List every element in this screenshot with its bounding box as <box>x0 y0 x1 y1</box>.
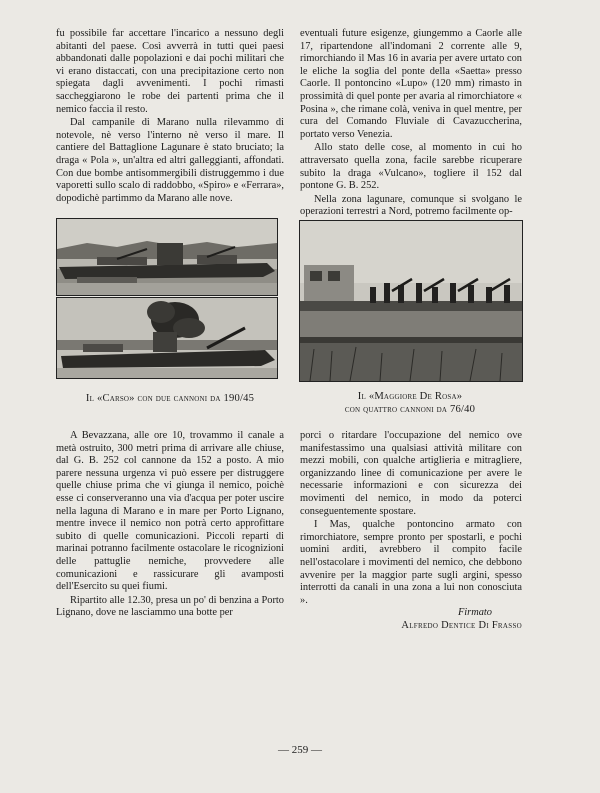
signature-label: Firmato <box>457 607 492 619</box>
page-number: — 259 — <box>278 744 322 756</box>
paragraph: A Bevazzana, alle ore 10, trovammo il canale a metà ostruito, 300 metri prima di arrivare alle chiuse, dal G. B. 252 col cannone da 152 a posto. A mio parere nessuna urgenza vi può essere per distruggere quelle chiuse prima che vi giunga il nemico, poichè esse ci conserveranno una via d'acqua per poter uscire nella laguna di Marano e in mare per Porto Lignano, mentre invece il nemico non potrà certo approfittare subito di quelle comunicazioni. Piccoli reparti di marinai potranno facilmente ostacolare le ricognizioni delle pattuglie nemiche, provvedere alle comunicazioni e rassicurare gli avamposti dell'Esercito su quei fiumi. <box>56 430 284 593</box>
paragraph: Ripartito alle 12.30, presa un po' di benzina a Porto Lignano, dove ne lasciammo una botte per <box>56 594 284 619</box>
paragraph: porci o ritardare l'occupazione del nemico ove manifestassimo una qualsiasi attività militare con mezzi mobili, con qualche artiglieria e mitragliere, organizzando linee di comunicazione per avere le necessarie informazioni e con sicurezza dei movimenti del nemico, in modo da poterci conseguentemente spostare. <box>300 430 522 517</box>
caption-line: Il «Maggiore De Rosa» <box>357 391 463 402</box>
paragraph: eventuali future esigenze, giungemmo a Caorle alle 17, ripartendone all'indomani 2 corrente alle 9, rimorchiando il Mas 16 in avaria per avere urtato con le eliche la soglia del ponte della «Saetta» presso Caorle. Il pontoncino «Lupo» (120 mm) rimasto in prossimità di quel ponte per avaria al rimorchiatore « Posina », che rimane colà, veniva in quel mentre, per cura del Comando Fluviale di Cavazuccherina, portato verso Venezia. <box>300 28 522 140</box>
paragraph: I Mas, qualche pontoncino armato con rimorchiatore, sempre pronto per spostarli, e pochi uomini arditi, avrebbero il compito facile nell'ostacolare i movimenti del nemico, che debbono avvenire per la maggior parte sugli argini, spesso interrotti da canali in una zona a lui non conosciuta ». <box>300 519 522 606</box>
text-column-bottom-right <box>300 430 522 633</box>
paragraph: Nella zona lagunare, comunque si svolgano le operazioni terrestri a Nord, potremo facilmente op- <box>300 193 522 218</box>
photo-carso-barge <box>56 218 278 296</box>
text-column-top-right <box>300 28 522 219</box>
paragraph: Dal campanile di Marano nulla rilevammo di notevole, nè verso l'interno nè verso il mare. Il cantiere del Battaglione Lagunare è stato bruciato; la draga « Pola », un'altra ed altri galleggianti, affondati. Con due bombe antisommergibili distruggemmo i due vaporetti sullo scalo di raddobbo, «Spiro» e «Ferrara», dopodichè partimmo da Marano alle nove. <box>56 117 284 204</box>
text-column-top-left <box>56 28 284 205</box>
photo-carso-firing-image <box>57 298 277 378</box>
text-column-bottom-left <box>56 430 284 620</box>
photo-maggiore-de-rosa <box>299 220 523 382</box>
caption-maggiore-de-rosa <box>298 390 522 416</box>
caption-carso: Il «Carso» con due cannoni da 190/45 <box>85 393 255 404</box>
signature-name: Alfredo Dentice Di Frasso <box>401 619 522 631</box>
photo-maggiore-de-rosa-image <box>300 221 522 381</box>
photo-carso-barge-image <box>57 219 277 295</box>
paragraph: fu possibile far accettare l'incarico a nessuno degli abitanti del paese. Così avverrà in tutti quei paesi abbandonati dalle popolazioni e dai pochi militari che vi erano distaccati, con una precipitazione certo non spiegata dagli avvenimenti. I pochi rimasti saccheggiarono le robe dei partenti prima che il nemico faccia il resto. <box>56 28 284 115</box>
paragraph: Allo stato delle cose, al momento in cui ho attraversato quella zona, facile sarebbe ricuperare subito la draga «Vulcano», togliere il 152 dal pontone G. B. 252. <box>300 142 522 192</box>
photo-carso-firing <box>56 297 278 379</box>
caption-line: con quattro cannoni da 76/40 <box>344 404 476 415</box>
